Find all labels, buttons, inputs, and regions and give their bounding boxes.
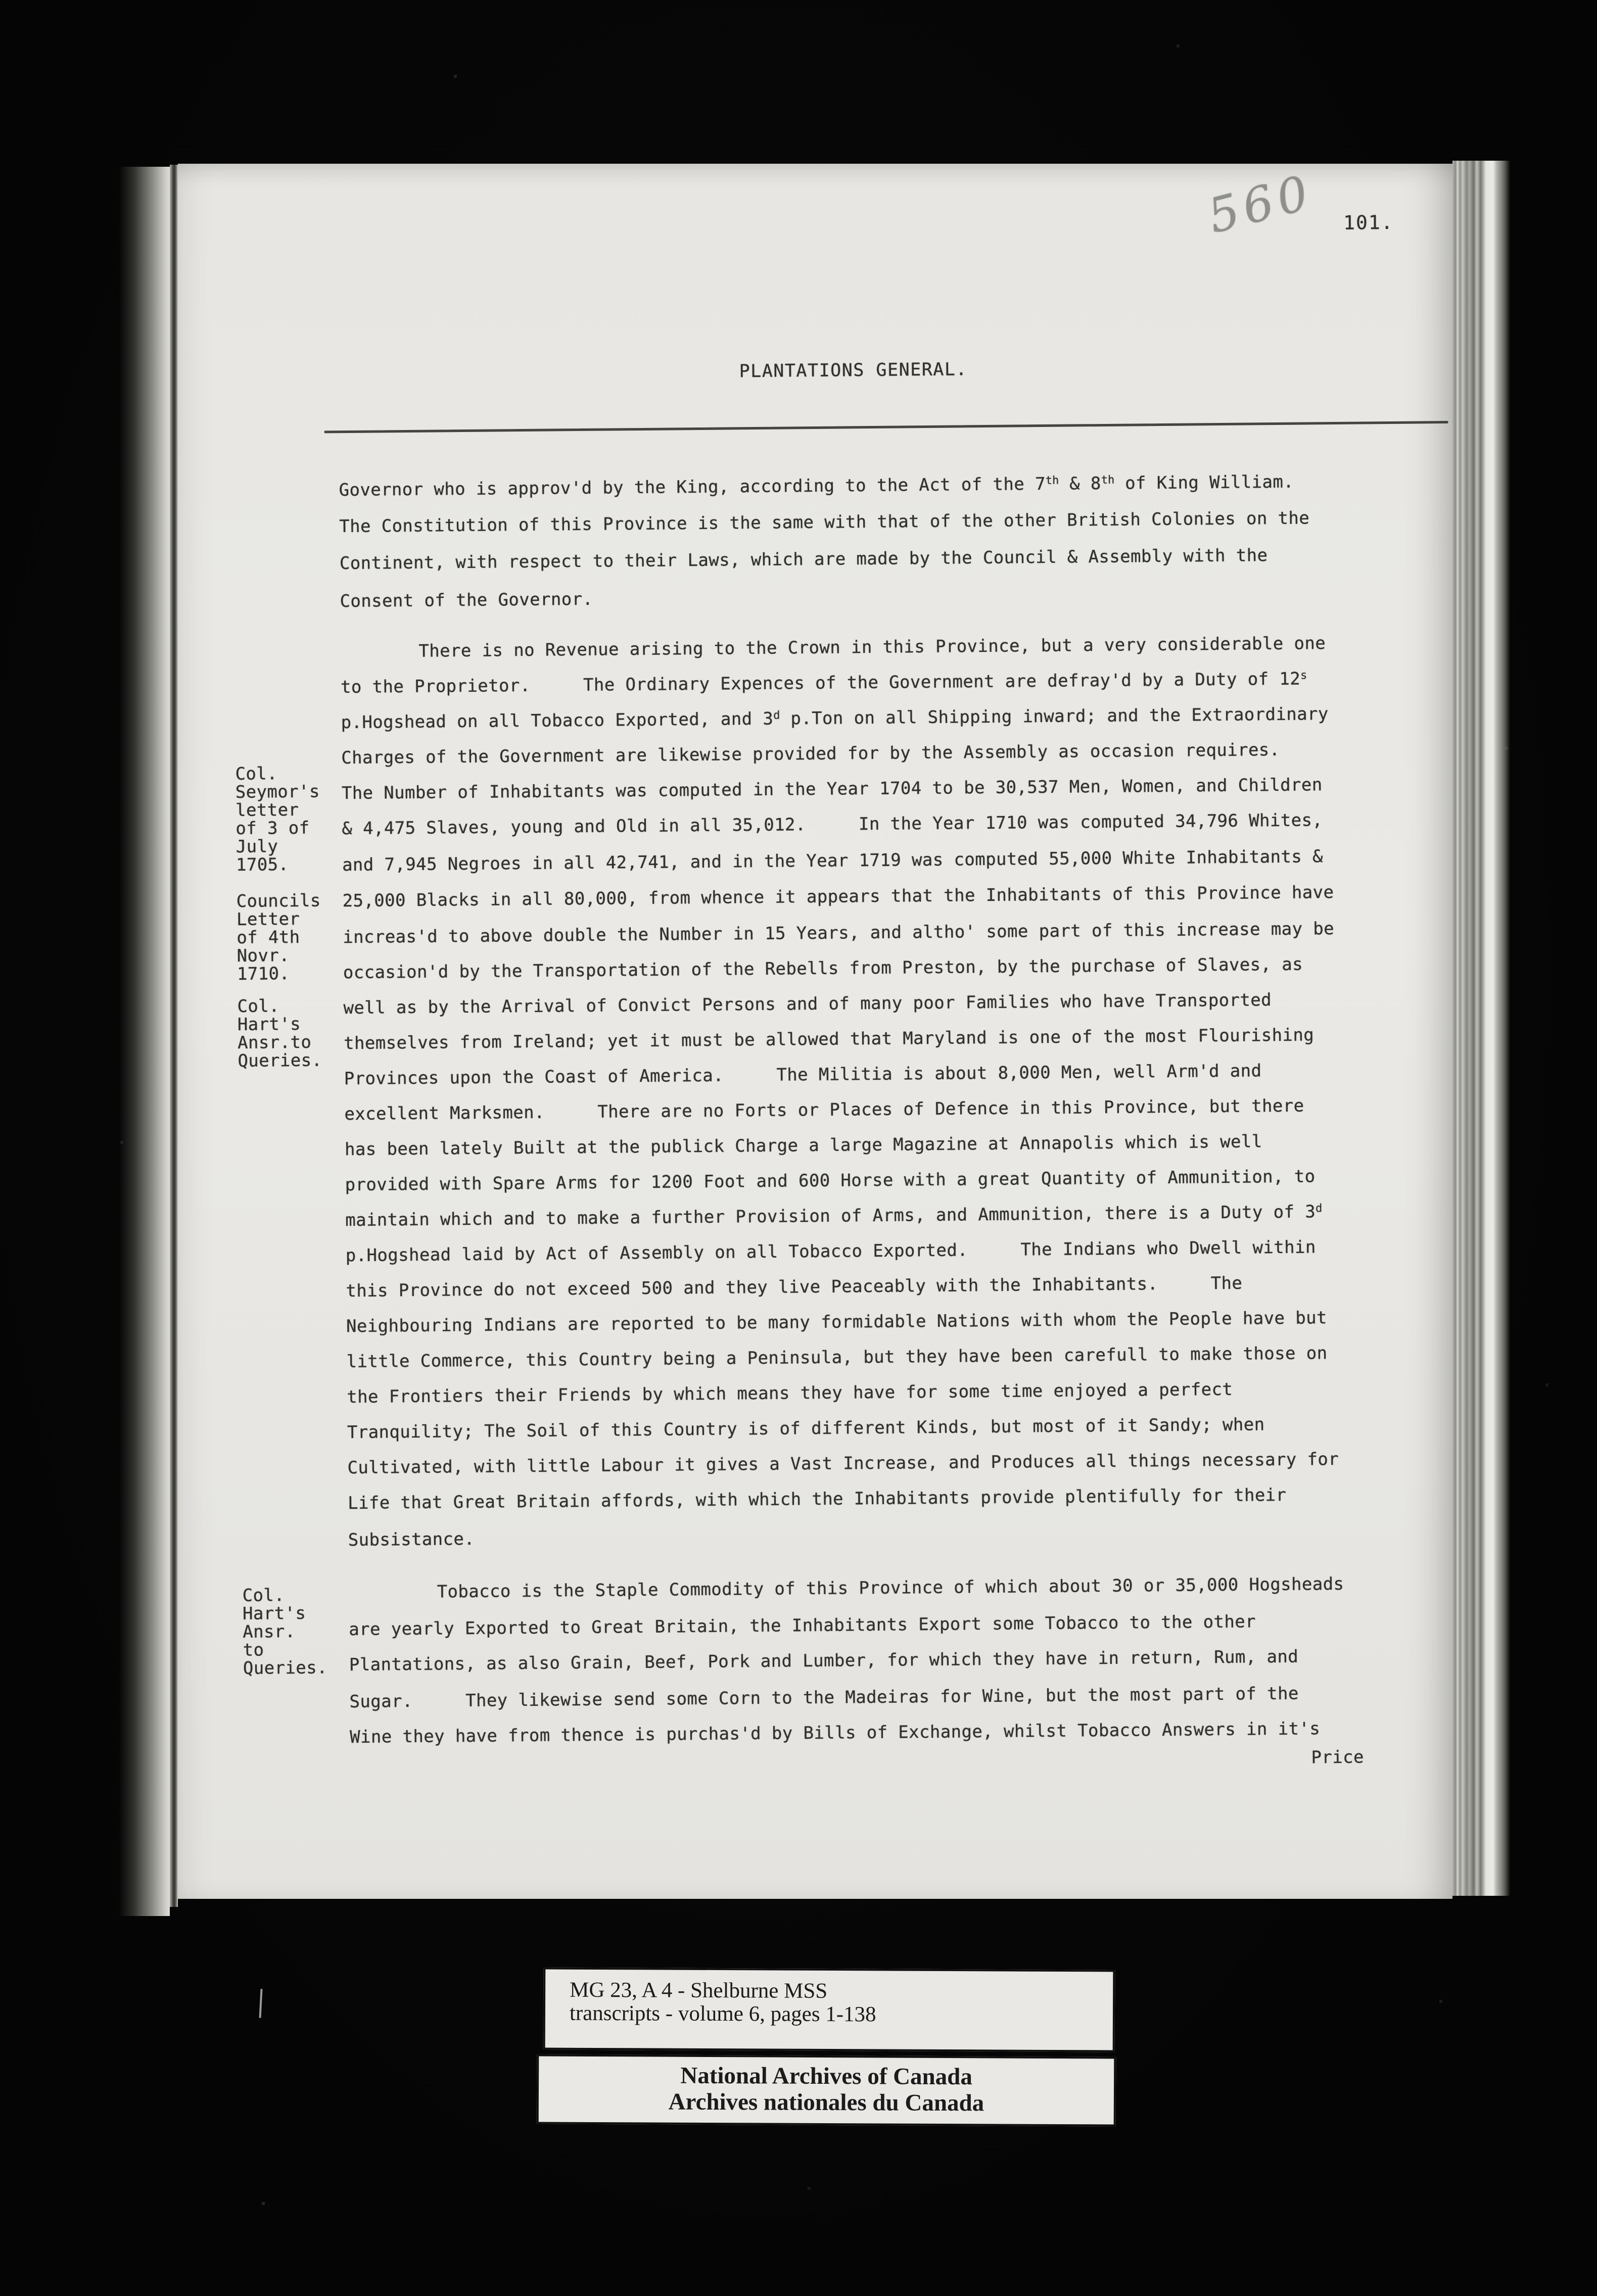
body-line-segment: to the Proprietor. The Ordinary Expences of the Government are defray'd by a Duty of 12 [340,668,1301,698]
stray-pen-mark [259,1989,262,2018]
body-line-segment: p.Hogshead on all Tobacco Exported, and 3 [341,708,774,733]
stamp-archives-line-french: Archives nationales du Canada [668,2088,984,2117]
superscript-ordinal: th [1101,473,1115,487]
body-line: excellent Marksmen. There are no Forts or Places of Defence in this Province, but there [344,1095,1304,1125]
body-line-segment: maintain which and to make a further Provision of Arms, and Ammunition, there is a Duty of 3 [345,1202,1316,1231]
body-line: Tranquility; The Soil of this Country is of different Kinds, but most of it Sandy; when [347,1414,1265,1443]
title-rule [324,421,1448,433]
body-line [341,704,1328,735]
body-line: Wine they have from thence is purchas'd by Bills of Exchange, whilst Tobacco Answers in it's [349,1718,1321,1748]
superscript-pence: d [773,709,780,722]
body-line-segment: of King William. [1114,471,1294,494]
document-title: PLANTATIONS GENERAL. [739,359,968,382]
body-line: p.Hogshead laid by Act of Assembly on all Tobacco Exported. The Indians who Dwell within [345,1237,1316,1266]
body-line: There is no Revenue arising to the Crown in this Province, but a very considerable one [418,633,1326,661]
body-line: themselves from Ireland; yet it must be allowed that Maryland is one of the most Flourishing [344,1025,1314,1054]
stamp-reference-line-1: MG 23, A 4 - Shelburne MSS [570,1978,828,2003]
body-line: Neighbouring Indians are reported to be many formidable Nations with whom the People have but [346,1308,1328,1337]
body-line: increas'd to above double the Number in 15 Years, and altho' some part of this increase may be [343,919,1335,948]
body-line: provided with Spare Arms for 1200 Foot and 600 Horse with a great Quantity of Ammunition, to [345,1166,1316,1195]
body-line [345,1202,1323,1233]
margin-note-hart-answer: Col. Hart's Ansr.to Queries. [237,996,322,1071]
body-line: the Frontiers their Friends by which means they have for some time enjoyed a perfect [347,1379,1233,1408]
body-line-segment: Governor who is approv'd by the King, according to the Act of the 7 [339,473,1046,501]
book-binding-edge [1452,161,1510,1896]
body-line: well as by the Arrival of Convict Persons and of many poor Families who have Transported [343,990,1272,1019]
body-line: Consent of the Governor. [340,589,593,612]
margin-note-seymor-letter: Col. Seymor's letter of 3 of July 1705. [235,763,320,875]
stamp-reference-line-2: transcripts - volume 6, pages 1-138 [569,2001,876,2027]
superscript-shillings: s [1300,669,1307,682]
page-number: 101. [1343,211,1394,234]
body-line: Tobacco is the Staple Commodity of this Province of which about 30 or 35,000 Hogsheads [437,1573,1344,1602]
superscript-pence: d [1316,1202,1323,1215]
body-line: Continent, with respect to their Laws, which are made by the Council & Assembly with the [339,545,1268,574]
stamp-national-archives [537,2054,1116,2127]
body-line: Life that Great Britain affords, with which the Inhabitants provide plentifully for their [347,1485,1287,1514]
body-line [341,668,1307,700]
body-line: Sugar. They likewise send some Corn to the Madeiras for Wine, but the most part of the [349,1683,1299,1712]
body-line: The Number of Inhabitants was computed in the Year 1704 to be 30,537 Men, Women, and Children [341,775,1323,804]
body-line: The Constitution of this Province is the same with that of the other British Colonies on the [339,508,1310,537]
handwritten-folio-number: 560 [1202,164,1319,245]
body-line: & 4,475 Slaves, young and Old in all 35,012. In the Year 1710 was computed 34,796 Whites, [342,810,1323,839]
body-line: Provinces upon the Coast of America. The Militia is about 8,000 Men, well Arm'd and [344,1061,1262,1089]
body-line: 25,000 Blacks in all 80,000, from whence it appears that the Inhabitants of this Province have [342,882,1334,912]
body-line: Cultivated, with little Labour it gives a Vast Increase, and Produces all things necessary for [347,1449,1339,1478]
body-line [339,472,1294,503]
body-line: has been lately Built at the publick Charge a large Magazine at Annapolis which is well [344,1131,1262,1160]
body-line: little Commerce, this Country being a Peninsula, but they have been carefull to make those on [346,1343,1328,1372]
body-line: this Province do not exceed 500 and they live Peaceably with the Inhabitants. The [346,1273,1243,1302]
body-line: are yearly Exported to Great Britain, the Inhabitants Export some Tobacco to the other [349,1611,1256,1640]
body-line: Charges of the Government are likewise provided for by the Assembly as occasion requires. [341,739,1280,769]
body-line: and 7,945 Negroes in all 42,741, and in the Year 1719 was computed 55,000 White Inhabitants & [342,846,1324,876]
stamp-archival-reference [543,1968,1115,2052]
film-dust-specks [0,0,1,1]
body-line-segment: & 8 [1059,473,1102,494]
page-content-layer [170,158,1460,1904]
superscript-ordinal: th [1045,474,1059,487]
catchword-price: Price [1311,1747,1365,1768]
body-line: Plantations, as also Grain, Beef, Pork and Lumber, for which they have in return, Rum, and [349,1646,1299,1676]
body-line-segment: p.Ton on all Shipping inward; and the Extraordinary [780,704,1329,729]
body-line: occasion'd by the Transportation of the Rebells from Preston, by the purchase of Slaves, as [343,954,1303,983]
stamp-archives-line-english: National Archives of Canada [680,2062,972,2090]
page-sheet [178,164,1452,1899]
margin-note-hart-answer-2: Col. Hart's Ansr. to Queries. [242,1585,328,1679]
body-line: Subsistance. [348,1528,475,1551]
underlying-page-edge [119,167,170,1916]
margin-note-councils-letter: Councils Letter of 4th Novr. 1710. [236,890,321,984]
